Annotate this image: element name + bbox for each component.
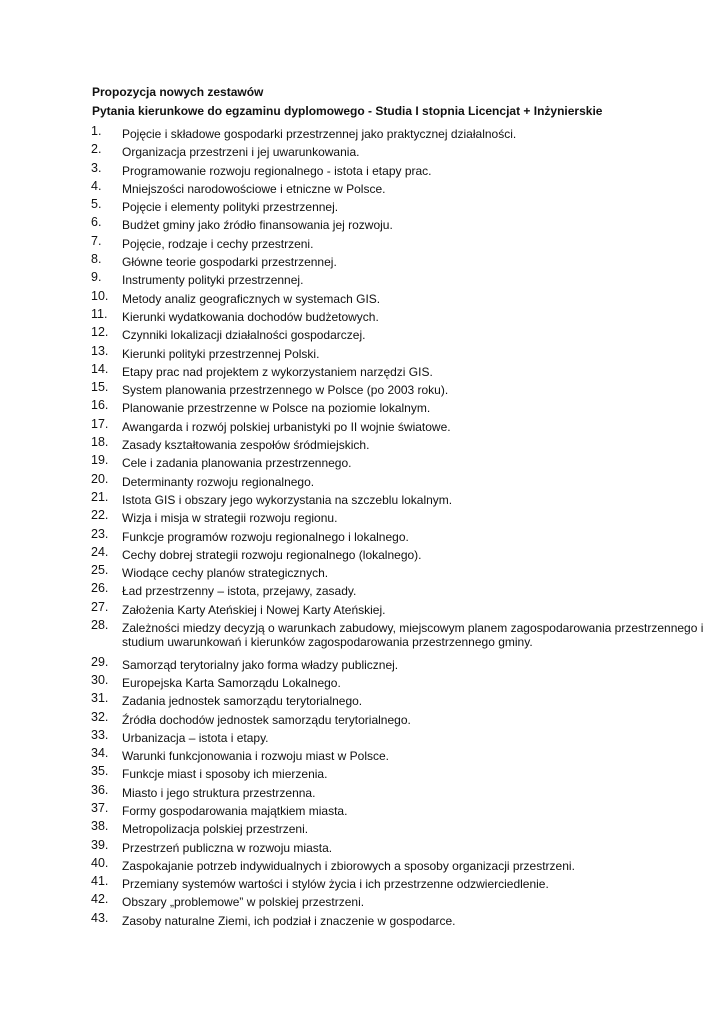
question-number: 10. xyxy=(91,288,109,303)
question-number: 6. xyxy=(91,215,102,230)
question-number: 7. xyxy=(91,233,102,248)
question-number: 16. xyxy=(91,398,109,413)
question-text: Awangarda i rozwój polskiej urbanistyki po II wojnie światowe. xyxy=(122,419,451,434)
question-item xyxy=(0,816,725,837)
question-item xyxy=(0,871,725,892)
question-text: Kierunki wydatkowania dochodów budżetowych. xyxy=(122,309,379,324)
question-item xyxy=(0,377,725,398)
question-number: 29. xyxy=(91,654,109,669)
question-text: Programowanie rozwoju regionalnego - istota i etapy prac. xyxy=(122,163,432,178)
question-text: Etapy prac nad projektem z wykorzystaniem narzędzi GIS. xyxy=(122,364,433,379)
question-item xyxy=(0,469,725,487)
question-number: 21. xyxy=(91,489,109,504)
question-number: 9. xyxy=(91,270,102,285)
question-item xyxy=(0,578,725,599)
question-list xyxy=(0,121,725,926)
question-text: Instrumenty polityki przestrzennej. xyxy=(122,273,304,288)
question-text: Budżet gminy jako źródło finansowania jej rozwoju. xyxy=(122,218,393,233)
question-number: 27. xyxy=(91,599,109,614)
question-item xyxy=(0,450,725,471)
question-number: 26. xyxy=(91,581,109,596)
question-number: 42. xyxy=(91,892,109,907)
question-number: 17. xyxy=(91,416,109,431)
question-item xyxy=(0,121,725,139)
question-text: Przestrzeń publiczna w rozwoju miasta. xyxy=(122,840,333,855)
question-text: Funkcje programów rozwoju regionalnego i lokalnego. xyxy=(122,529,409,544)
question-number: 19. xyxy=(91,453,109,468)
question-number: 22. xyxy=(91,508,109,523)
question-text: Obszary „problemowe” w polskiej przestrzeni. xyxy=(122,895,365,910)
question-number: 31. xyxy=(91,691,109,706)
question-item xyxy=(0,139,725,160)
question-number: 1. xyxy=(91,124,102,138)
question-item xyxy=(0,889,725,910)
question-item xyxy=(0,414,725,432)
question-number: 39. xyxy=(91,837,109,852)
question-text: Warunki funkcjonowania i rozwoju miast w Polsce. xyxy=(122,749,389,764)
question-text: Organizacja przestrzeni i jej uwarunkowania. xyxy=(122,145,360,160)
question-number: 5. xyxy=(91,197,102,212)
question-text: Formy gospodarowania majątkiem miasta. xyxy=(122,803,348,818)
question-text: Zaspokajanie potrzeb indywidualnych i zbiorowych a sposoby organizacji przestrzeni. xyxy=(122,858,575,873)
question-item xyxy=(0,835,725,853)
question-number: 41. xyxy=(91,874,109,889)
question-item xyxy=(0,395,725,416)
question-text: Cechy dobrej strategii rozwoju regionalnego (lokalnego). xyxy=(122,547,422,562)
question-text: Czynniki lokalizacji działalności gospodarczej. xyxy=(122,328,366,343)
question-item xyxy=(0,542,725,560)
question-item xyxy=(0,176,725,194)
question-item xyxy=(0,707,725,725)
question-item xyxy=(0,286,725,304)
question-number: 40. xyxy=(91,855,109,870)
question-text: Urbanizacja – istota i etapy. xyxy=(122,730,269,745)
question-number: 23. xyxy=(91,526,109,541)
question-number: 34. xyxy=(91,746,109,761)
question-item xyxy=(0,670,725,688)
question-number: 35. xyxy=(91,764,109,779)
question-text: Determinanty rozwoju regionalnego. xyxy=(122,474,315,489)
question-text: Samorząd terytorialny jako forma władzy publicznej. xyxy=(122,657,399,672)
question-text: Istota GIS i obszary jego wykorzystania na szczeblu lokalnym. xyxy=(122,492,453,507)
question-number: 20. xyxy=(91,471,109,486)
question-item xyxy=(0,597,725,615)
question-number: 24. xyxy=(91,544,109,559)
question-number: 3. xyxy=(91,160,102,175)
question-text: Pojęcie i elementy polityki przestrzennej. xyxy=(122,200,339,215)
question-item xyxy=(0,560,725,581)
question-text: Zasady kształtowania zespołów śródmiejskich. xyxy=(122,438,370,453)
question-item xyxy=(0,267,725,288)
question-item xyxy=(0,231,725,249)
question-number: 14. xyxy=(91,361,109,376)
question-text: Przemiany systemów wartości i stylów życia i ich przestrzenne odzwierciedlenie. xyxy=(122,877,549,892)
question-text: Planowanie przestrzenne w Polsce na poziomie lokalnym. xyxy=(122,401,431,416)
question-item xyxy=(0,652,725,670)
question-number: 8. xyxy=(91,252,102,267)
question-item xyxy=(0,341,725,359)
question-number: 28. xyxy=(91,618,109,633)
question-number: 18. xyxy=(91,435,109,450)
question-number: 38. xyxy=(91,819,109,834)
question-text: Zadania jednostek samorządu terytorialnego. xyxy=(122,694,363,709)
question-number: 11. xyxy=(91,306,108,321)
document-subtitle: Pytania kierunkowe do egzaminu dyplomowego - Studia I stopnia Licencjat + Inżynierskie xyxy=(92,104,603,118)
question-item xyxy=(0,761,725,782)
question-text: Zasoby naturalne Ziemi, ich podział i znaczenie w gospodarce. xyxy=(122,913,456,928)
question-item xyxy=(0,432,725,453)
question-item xyxy=(0,304,725,322)
question-number: 2. xyxy=(91,142,102,157)
question-number: 13. xyxy=(91,343,109,358)
question-text: Wizja i misja w strategii rozwoju regionu. xyxy=(122,511,338,526)
question-item xyxy=(0,487,725,505)
question-text: Metropolizacja polskiej przestrzeni. xyxy=(122,822,309,837)
question-item xyxy=(0,212,725,233)
question-item xyxy=(0,194,725,215)
question-text: Pojęcie i składowe gospodarki przestrzennej jako praktycznej działalności. xyxy=(122,127,517,141)
question-text: Europejska Karta Samorządu Lokalnego. xyxy=(122,675,341,690)
question-text: Metody analiz geograficznych w systemach GIS. xyxy=(122,291,381,306)
question-item xyxy=(0,688,725,709)
question-item xyxy=(0,505,725,526)
document-title: Propozycja nowych zestawów xyxy=(92,85,264,99)
question-text: Założenia Karty Ateńskiej i Nowej Karty Ateńskiej. xyxy=(122,602,386,617)
question-number: 37. xyxy=(91,800,109,815)
question-item xyxy=(0,908,725,926)
question-number: 4. xyxy=(91,178,102,193)
question-text: Mniejszości narodowościowe i etniczne w Polsce. xyxy=(122,181,386,196)
question-number: 33. xyxy=(91,727,109,742)
question-number: 15. xyxy=(91,380,109,395)
question-number: 43. xyxy=(91,910,109,925)
question-number: 25. xyxy=(91,563,109,578)
question-item xyxy=(0,615,725,652)
question-text: Źródła dochodów jednostek samorządu terytorialnego. xyxy=(122,712,411,727)
question-item xyxy=(0,359,725,377)
question-number: 30. xyxy=(91,672,109,687)
question-text: Funkcje miast i sposoby ich mierzenia. xyxy=(122,767,328,782)
question-item xyxy=(0,725,725,743)
question-item xyxy=(0,322,725,343)
question-text: Zależności miedzy decyzją o warunkach zabudowy, miejscowym planem zagospodarowania przestrzennego i studium uwarunkowań i kierunków zagospodarowania przestrzennego gminy. xyxy=(122,621,704,650)
question-number: 12. xyxy=(91,325,109,340)
question-item xyxy=(0,524,725,542)
question-text: Wiodące cechy planów strategicznych. xyxy=(122,566,329,581)
question-text: Ład przestrzenny – istota, przejawy, zasady. xyxy=(122,584,357,599)
question-text: Główne teorie gospodarki przestrzennej. xyxy=(122,255,337,270)
question-text: Kierunki polityki przestrzennej Polski. xyxy=(122,346,320,361)
question-item xyxy=(0,249,725,270)
question-text: Miasto i jego struktura przestrzenna. xyxy=(122,785,316,800)
question-text: Cele i zadania planowania przestrzennego. xyxy=(122,456,352,471)
question-item xyxy=(0,798,725,816)
question-item xyxy=(0,853,725,871)
question-text: System planowania przestrzennego w Polsce (po 2003 roku). xyxy=(122,383,449,398)
question-number: 36. xyxy=(91,782,109,797)
question-item xyxy=(0,158,725,176)
question-item xyxy=(0,743,725,764)
question-item xyxy=(0,780,725,798)
question-number: 32. xyxy=(91,709,109,724)
question-text: Pojęcie, rodzaje i cechy przestrzeni. xyxy=(122,236,314,251)
